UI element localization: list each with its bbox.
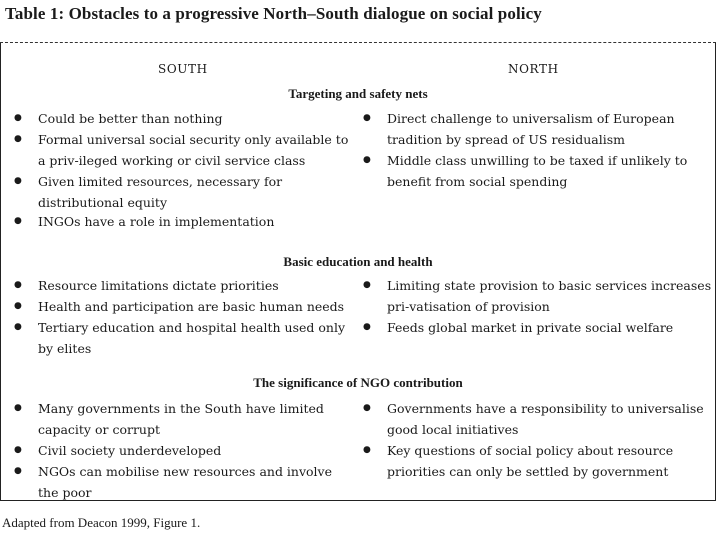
south-item <box>14 275 350 296</box>
north-item <box>363 317 715 338</box>
north-item <box>363 440 715 482</box>
table-title: Table 1: Obstacles to a progressive North–South dialogue on social policy <box>5 4 542 23</box>
bullet-icon: ● <box>14 216 22 226</box>
south-item-text: Given limited resources, necessary for distributional equity <box>38 174 283 210</box>
table-caption: Adapted from Deacon 1999, Figure 1. <box>2 515 201 530</box>
south-item-text: INGOs have a role in implementation <box>38 214 275 229</box>
bullet-icon: ● <box>14 176 22 186</box>
north-item-text: Feeds global market in private social welfare <box>387 320 674 335</box>
south-item-text: Tertiary education and hospital health used only by elites <box>38 320 346 356</box>
bullet-icon: ● <box>14 322 22 332</box>
bullet-icon: ● <box>14 280 22 290</box>
column-header-south: SOUTH <box>158 62 208 76</box>
north-item-text: Direct challenge to universalism of European tradition by spread of US residualism <box>387 111 675 147</box>
bullet-icon: ● <box>14 113 22 123</box>
table-top-border <box>0 42 716 43</box>
south-item-text: Resource limitations dictate priorities <box>38 278 279 293</box>
section-heading-education-health: Basic education and health <box>283 254 433 269</box>
north-item <box>363 150 715 192</box>
north-item-text: Governments have a responsibility to universalise good local initiatives <box>387 401 704 437</box>
bullet-icon: ● <box>363 280 371 290</box>
bullet-icon: ● <box>14 403 22 413</box>
bullet-icon: ● <box>363 155 371 165</box>
north-item <box>363 108 715 150</box>
bullet-icon: ● <box>363 445 371 455</box>
south-item <box>14 398 350 440</box>
south-item <box>14 461 350 503</box>
south-item-text: Health and participation are basic human needs <box>38 299 345 314</box>
south-item-text: Civil society underdeveloped <box>38 443 222 458</box>
bullet-icon: ● <box>14 466 22 476</box>
bullet-icon: ● <box>14 301 22 311</box>
bullet-icon: ● <box>363 113 371 123</box>
south-item-text: Could be better than nothing <box>38 111 223 126</box>
bullet-icon: ● <box>14 134 22 144</box>
south-item <box>14 171 350 213</box>
bullet-icon: ● <box>14 445 22 455</box>
north-item <box>363 275 715 317</box>
north-item-text: Limiting state provision to basic services increases pri-vatisation of provision <box>387 278 712 314</box>
south-item-text: Formal universal social security only available to a priv-ileged working or civil service class <box>38 132 349 168</box>
south-item <box>14 211 350 232</box>
south-item <box>14 317 350 359</box>
section-heading-targeting: Targeting and safety nets <box>288 86 428 101</box>
column-header-north: NORTH <box>508 62 559 76</box>
south-item <box>14 108 350 129</box>
south-item-text: Many governments in the South have limited capacity or corrupt <box>38 401 324 437</box>
bullet-icon: ● <box>363 403 371 413</box>
bullet-icon: ● <box>363 322 371 332</box>
south-item <box>14 440 350 461</box>
north-item <box>363 398 715 440</box>
south-item-text: NGOs can mobilise new resources and involve the poor <box>38 464 333 500</box>
north-item-text: Middle class unwilling to be taxed if unlikely to benefit from social spending <box>387 153 688 189</box>
section-heading-ngo-contribution: The significance of NGO contribution <box>253 375 463 390</box>
south-item <box>14 296 350 317</box>
south-item <box>14 129 350 171</box>
north-item-text: Key questions of social policy about resource priorities can only be settled by government <box>387 443 674 479</box>
